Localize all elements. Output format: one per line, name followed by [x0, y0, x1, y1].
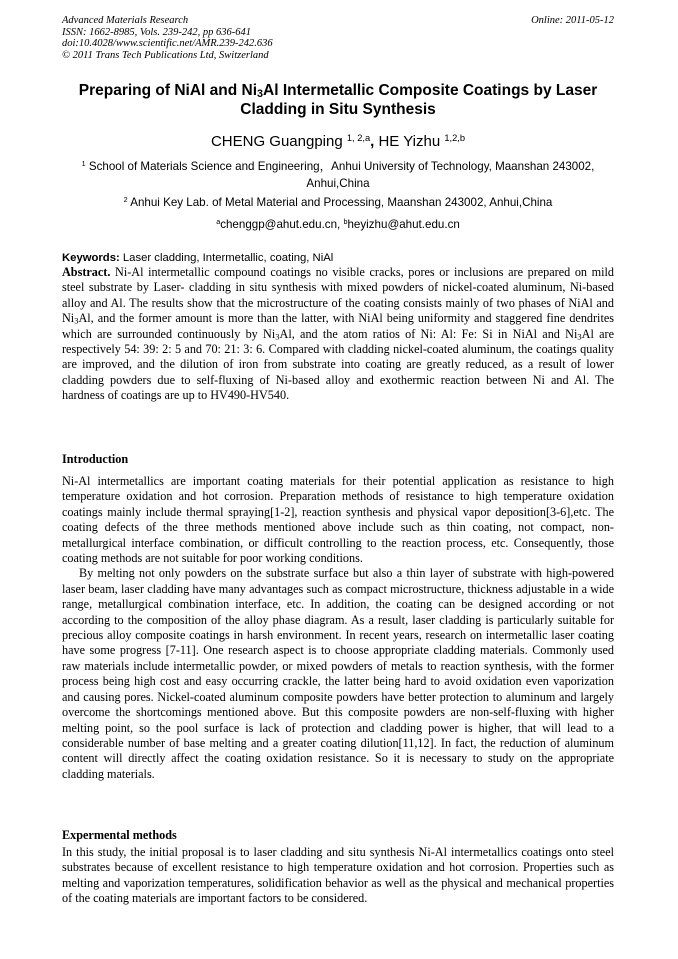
abstract [62, 265, 614, 404]
methods-paragraph-1: In this study, the initial proposal is to laser cladding and situ synthesis Ni-Al intermetallics coatings onto steel substrates because of excellent resistance to high temperature oxidation and hot corrosion. Properties such as melting and vaporization temperatures, solidification behavior as well as the physical and mechanical properties of the coating materials are important factors to be considered. [62, 845, 614, 906]
affiliation-1-text: School of Materials Science and Engineering，Anhui University of Technology, Maanshan 243002, Anhui,China [88, 160, 595, 190]
affiliation-2-text: Anhui Key Lab. of Metal Material and Processing, Maanshan 243002, Anhui,China [130, 196, 553, 209]
author-2-name: HE Yizhu [378, 133, 441, 150]
abstract-subscript-1: 3 [74, 315, 79, 326]
introduction-body [62, 474, 614, 782]
abstract-text-4: Al are respectively 54: 39: 2: 5 and 70: 21: 3: 6. Compared with cladding nickel-coated aluminum, the coatings quality are improved, and the dilution of iron from substrate into coating are greatly reduced, as a result of lower cladding powders due to self-fluxing of Ni-based alloy and exothermic reaction between Ni and Al. The hardness of coatings are up to HV490-HV540. [62, 326, 614, 403]
methods-heading: Expermental methods [62, 828, 177, 842]
paper-title [62, 81, 614, 119]
keywords-label: Keywords: [62, 252, 120, 264]
title-part-1: Preparing of NiAl and Ni [78, 82, 258, 99]
affiliation-2 [62, 194, 614, 211]
affiliation-2-mark: 2 [123, 195, 128, 205]
email-b: heyizhu@ahut.edu.cn [347, 218, 460, 231]
email-b-mark: b [343, 217, 348, 227]
journal-header [62, 15, 614, 61]
online-date: Online: 2011-05-12 [531, 15, 614, 26]
abstract-text-3: Al, and the atom ratios of Ni: Al: Fe: Si in NiAl and Ni [279, 326, 578, 341]
abstract-text-1: Ni-Al intermetallic compound coatings no visible cracks, pores or inclusions are prepared on mild steel substrate by Laser- cladding in situ synthesis with mixed powders of nickel-coated aluminum, Ni-based alloy and Al. The results show that the microstructure of the coating consists mainly of two phases of NiAl and Ni [62, 265, 614, 326]
abstract-label: Abstract. [62, 265, 111, 279]
email-a: chenggp@ahut.edu.cn, [220, 218, 344, 231]
keywords-text: Laser cladding, Intermetallic, coating, NiAl [119, 252, 334, 264]
issn-line: ISSN: 1662-8985, Vols. 239-242, pp 636-641 [62, 26, 251, 38]
author-line [62, 133, 614, 151]
author-emails [62, 216, 614, 233]
copyright-line: © 2011 Trans Tech Publications Ltd, Switzerland [62, 49, 269, 61]
author-2-affiliation-mark: 1,2,b [444, 132, 466, 143]
author-separator: , [370, 133, 379, 150]
doi-line: doi:10.4028/www.scientific.net/AMR.239-242.636 [62, 38, 273, 50]
email-a-mark: a [216, 217, 221, 227]
introduction-heading: Introduction [62, 452, 129, 466]
introduction-paragraph-2: By melting not only powders on the substrate surface but also a thin layer of substrate with high-powered laser beam, laser cladding have many advantages such as compact microstructure, thickness adjustable in a wide range, metallurgical combination interface, etc. In addition, the coating can be designed according or not according to the composition of the alloy phase diagram. As a result, laser cladding is particularly suitable for precious alloy composite coatings in harsh environment. In recent years, research on intermetallic laser coating have some progress [7-11]. One research aspect is to choose appropriate cladding materials. Commonly used raw materials include intermetallic powder, or mixed powders of metals to reaction synthesis, with the former process being high cost and easy occurring crackle, the latter being hard to avoid oxidation even vaporization and causing pores. Nickel-coated aluminum composite powders have better protection to aluminum and largely overcome the shortcomings mentioned above. But this composite powders are non-self-fluxing with higher melting point, so the pool surface is lack of protection and cladding power is higher, that will lead to a considerable number of base melting and a greater coating dilution[11,12]. In fact, the reduction of aluminum content will directly affect the coating oxidation resistance. So it is necessary to study on the appropriate cladding materials. [62, 566, 614, 781]
title-part-2: Al Intermetallic Composite Coatings by Laser Cladding in Situ Synthesis [240, 82, 598, 118]
title-subscript: 3 [257, 88, 264, 101]
introduction-paragraph-1: Ni-Al intermetallics are important coating materials for their potential application as resistance to high temperature oxidation and hot corrosion. Preparation methods of resistance to high temperature oxidation coatings mainly include thermal spraying[1-2], reaction synthesis and physical vapor deposition[3-6],etc. The coating defects of the three methods mentioned above include such as thin coating, not compact, non-metallurgical interface combination, or difficult controlling to the reaction process, etc. Consequently, those coating methods are not suitable for poor working conditions. [62, 474, 614, 566]
author-1-name: CHENG Guangping [210, 133, 343, 150]
author-1-affiliation-mark: 1, 2,a [346, 132, 371, 143]
abstract-text-2: Al, and the former amount is more than the latter, with NiAl being uniformity and staggered fine dendrites which are surrounded continuously by Ni [62, 311, 614, 341]
abstract-subscript-3: 3 [577, 331, 582, 342]
abstract-subscript-2: 3 [275, 331, 280, 342]
journal-name: Advanced Materials Research [62, 15, 189, 26]
affiliation-1-mark: 1 [81, 159, 86, 169]
affiliation-1 [62, 158, 614, 192]
keywords [62, 251, 614, 265]
